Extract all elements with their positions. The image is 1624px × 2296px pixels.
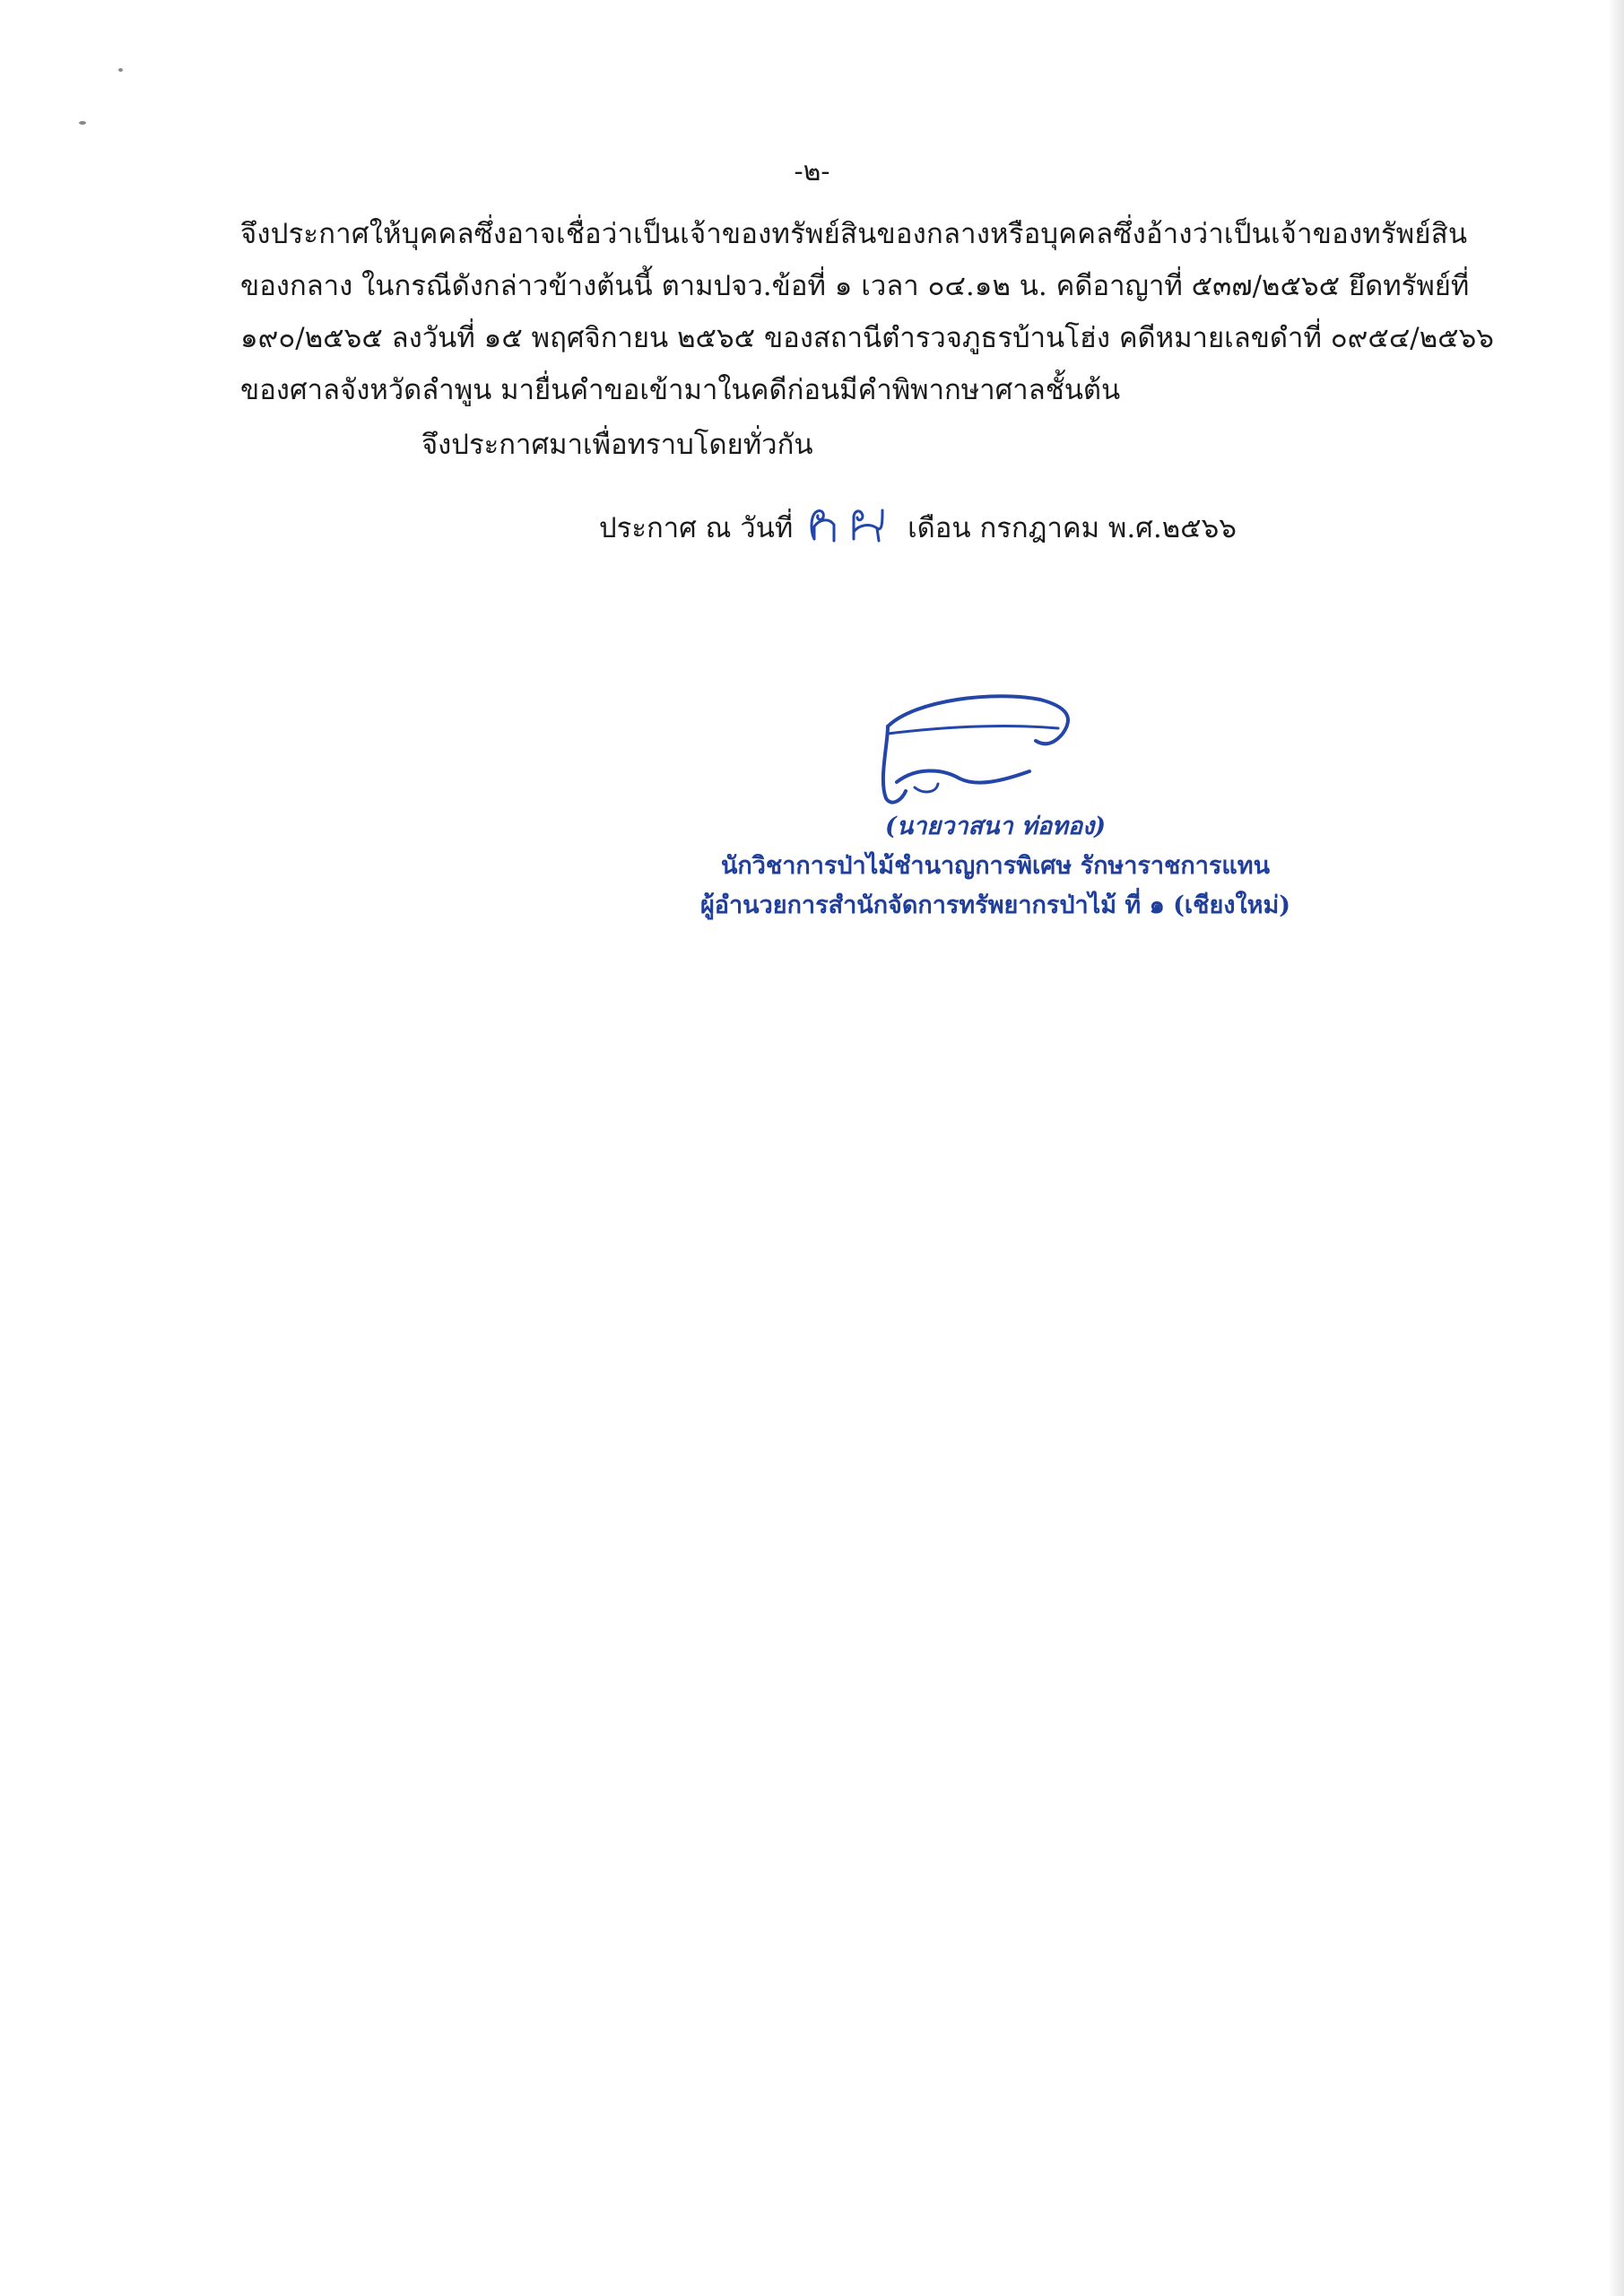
body-line: ของศาลจังหวัดลำพูน มายื่นคำขอเข้ามาในคดีก่อนมีคำพิพากษาศาลชั้นต้น	[240, 374, 1121, 406]
handwritten-day-image	[802, 505, 899, 544]
signer-block	[682, 807, 1309, 926]
signer-position: นักวิชาการป่าไม้ชำนาญการพิเศษ รักษาราชการแทน	[720, 852, 1271, 880]
announcement-date	[599, 505, 1237, 550]
signer-acting-for: ผู้อำนวยการสำนักจัดการทรัพยากรป่าไม้ ที่ ๑ (เชียงใหม่)	[699, 891, 1291, 919]
date-prefix: ประกาศ ณ วันที่	[599, 512, 794, 544]
signature-image	[861, 682, 1094, 825]
page-number: -๒-	[794, 156, 830, 187]
body-line: ๑๙๐/๒๕๖๕ ลงวันที่ ๑๕ พฤศจิกายน ๒๕๖๕ ของสถานีตำรวจภูธรบ้านโฮ่ง คดีหมายเลขดำที่ ๐๙๕๔/๒๕๖๖	[240, 322, 1494, 354]
body-line: ของกลาง ในกรณีดังกล่าวข้างต้นนี้ ตามปจว.ข้อที่ ๑ เวลา ๐๔.๑๒ น. คดีอาญาที่ ๕๓๗/๒๕๖๕ ยึดทรัพย์ที่	[240, 270, 1470, 302]
announcement-body	[240, 208, 1496, 416]
scan-speck	[79, 121, 86, 125]
signer-name: (นายวาสนา ท่อทอง)	[884, 813, 1107, 840]
date-suffix: เดือน กรกฎาคม พ.ศ.๒๕๖๖	[908, 512, 1237, 544]
closing-statement: จึงประกาศมาเพื่อทราบโดยทั่วกัน	[421, 429, 813, 461]
scan-speck	[118, 68, 123, 72]
page-edge-shadow	[1608, 0, 1624, 2296]
body-line: จึงประกาศให้บุคคลซึ่งอาจเชื่อว่าเป็นเจ้าของทรัพย์สินของกลางหรือบุคคลซึ่งอ้างว่าเป็นเจ้าของทรัพย์สิน	[240, 218, 1468, 250]
